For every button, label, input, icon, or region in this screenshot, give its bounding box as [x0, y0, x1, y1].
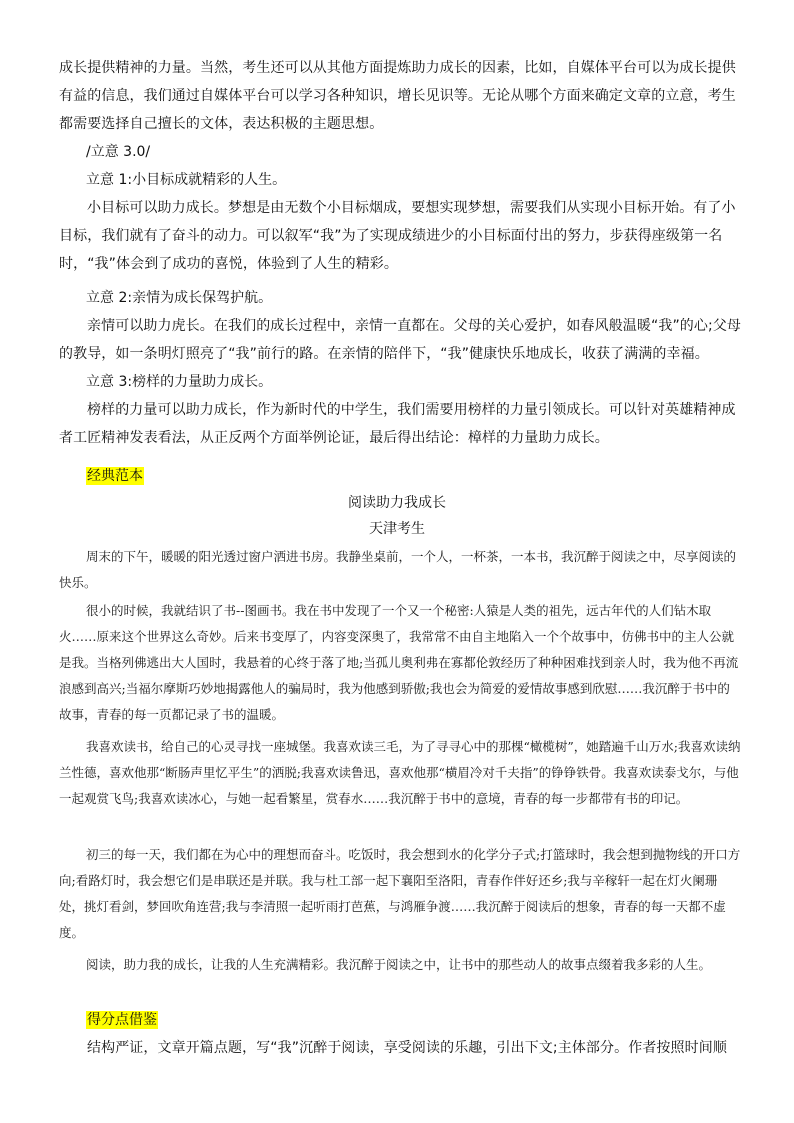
- essay-paragraph: 我喜欢读书，给自己的心灵寻找一座城堡。我喜欢读三毛，为了寻寻心中的那棵“橄榄树”，她踏遍千山万水;我喜欢读纳兰性德，喜欢他那“断肠声里忆平生”的洒脱;我喜欢读鲁迅，喜欢他那“横眉冷对千夫指”的铮铮铁骨。我喜欢读泰戈尔，与他一起观赏飞鸟;我喜欢读冰心，与她一起看繁星，赏春水……我沉醉于书中的意境，青春的每一步都带有书的印记。: [59, 739, 741, 806]
- essay-paragraph: 很小的时候，我就结识了书--图画书。我在书中发现了一个又一个秘密:人猿是人类的祖先，远古年代的人们钻木取火……原来这个世界这么奇妙。后来书变厚了，内容变深奥了，我常常不由自主地陷入一个个故事中，仿佛书中的主人公就是我。当格列佛逃出大人国时，我悬着的心终于落了地;当孤儿奥利弗在寡都伦敦经历了种种困难找到亲人时，我为他不再流浪感到高兴;当福尔摩斯巧妙地揭露他人的骗局时，我为他感到骄傲;我也会为简爱的爱情故事感到欣慰……我沉醉于书中的故事，青春的每一页都记录了书的温暖。: [59, 603, 739, 722]
- essay-paragraph: 初三的每一天，我们都在为心中的理想而奋斗。吃饭时，我会想到水的化学分子式;打篮球时，我会想到抛物线的开口方向;看路灯时，我会想它们是串联还是并联。我与杜工部一起下襄阳至洛阳，青春作伴好还乡;我与辛稼轩一起在灯火阑珊处，挑灯看剑，梦回吹角连营;我与李清照一起听雨打芭蕉，与鸿雁争渡……我沉醉于阅读后的想象，青春的每一天都不虚度。: [59, 847, 741, 940]
- essay-paragraph: 周末的下午，暖暖的阳光透过窗户洒进书房。我静坐桌前，一个人，一杯茶，一本书，我沉醉于阅读之中，尽享阅读的快乐。: [59, 549, 737, 590]
- classic-sample-label: [86, 462, 144, 490]
- essay-paragraph: 阅读，助力我的成长，让我的人生充满精彩。我沉醉于阅读之中，让书中的那些动人的故事点缀着我多彩的人生。: [86, 957, 712, 972]
- scoring-points-label: [86, 1006, 158, 1034]
- intro-paragraph: 成长提供精神的力量。当然，考生还可以从其他方面提炼助力成长的因素，比如，自媒体平台可以为成长提供有益的信息，我们通过自媒体平台可以学习各种知识，增长见识等。无论从哪个方面来确定文章的立意，考生都需要选择自己擅长的文体，表达积极的主题思想。: [59, 60, 736, 132]
- idea-3-title: 立意 3:榜样的力量助力成长。: [86, 374, 273, 390]
- idea-1-body: 小目标可以助力成长。梦想是由无数个小目标烟成，要想实现梦想，需要我们从实现小目标开始。有了小目标，我们就有了奋斗的动力。可以叙军“我”为了实现成绩进少的小目标面付出的努力，步获得座级第一名时，“我”体会到了成功的喜悦，体验到了人生的精彩。: [59, 200, 736, 272]
- idea-2-title: 立意 2:亲情为成长保驾护航。: [86, 290, 273, 306]
- classic-sample-highlight: 经典范本: [87, 468, 143, 484]
- essay-title: 阅读助力我成长: [348, 495, 446, 511]
- idea-2-body: 亲情可以助力虎长。在我们的成长过程中，亲情一直都在。父母的关心爱护，如春风般温暖“我”的心;父母的教导，如一条明灯照亮了“我”前行的路。在亲情的陪伴下，“我”健康快乐地成长，收获了满满的幸福。: [59, 318, 742, 362]
- essay-author: 天津考生: [369, 521, 425, 537]
- idea-1-title: 立意 1:小目标成就精彩的人生。: [86, 172, 287, 188]
- idea-3-body: 榜样的力量可以助力成长，作为新时代的中学生，我们需要用榜样的力量引领成长。可以针对英雄精神成者工匠精神发表看法，从正反两个方面举例论证，最后得出结论：樟样的力量助力成长。: [59, 402, 736, 446]
- section-marker: /立意 3.0/: [86, 144, 151, 160]
- scoring-points-highlight: 得分点借鉴: [87, 1012, 157, 1028]
- analysis-paragraph: 结构严证，文章开篇点题，写“我”沉醉于阅读，享受阅读的乐趣，引出下文;主体部分。作者按照时间顺: [87, 1040, 727, 1056]
